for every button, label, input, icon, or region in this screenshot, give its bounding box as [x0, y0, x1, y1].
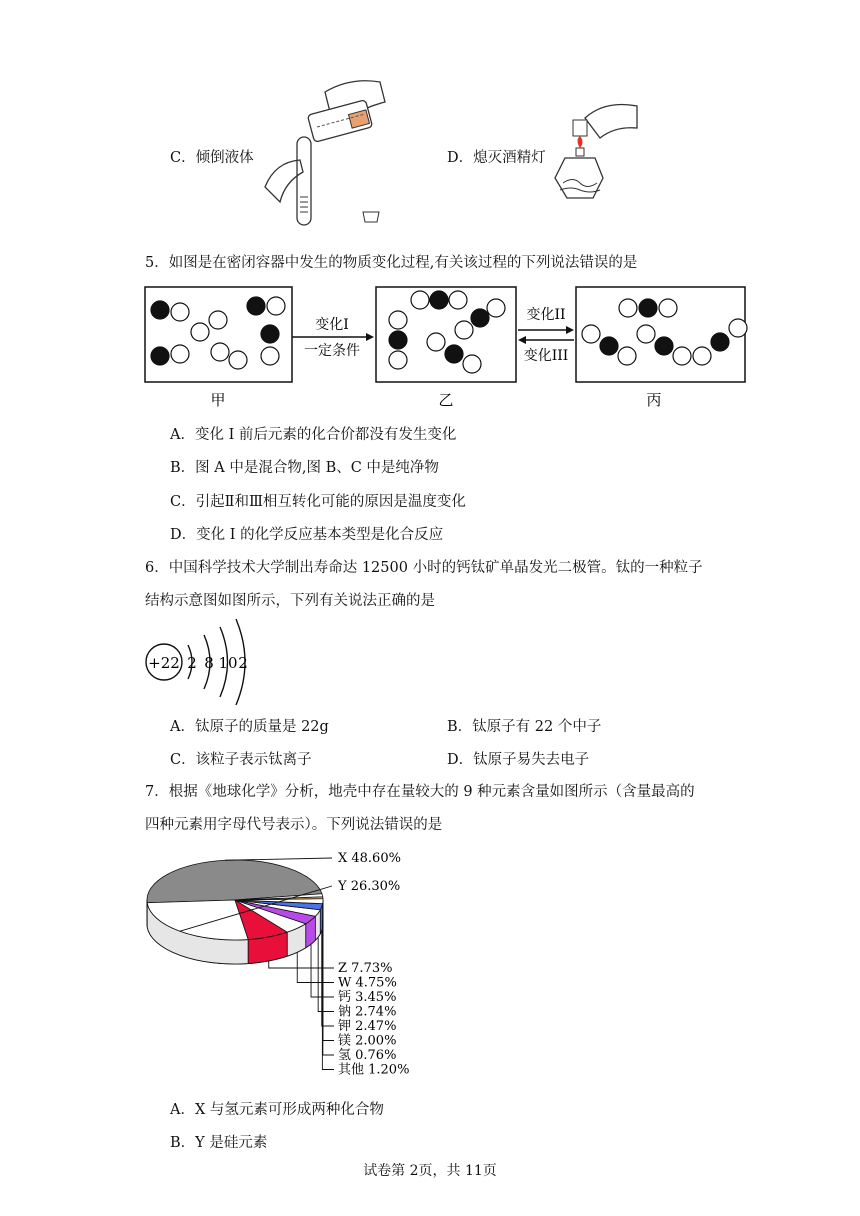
pie-label-X: X 48.60%	[338, 851, 401, 866]
q4-option-d: D．熄灭酒精灯	[447, 150, 546, 166]
pie-label-钠: 钠 2.74%	[338, 1004, 397, 1020]
arrow1-label-bottom: 一定条件	[304, 343, 360, 359]
q5-stem: 5．如图是在密闭容器中发生的物质变化过程,有关该过程的下列说法错误的是	[145, 255, 638, 271]
q6-option-b: B．钛原子有 22 个中子	[447, 719, 602, 735]
leader-line-其他	[322, 919, 334, 1069]
arrow1-label-top: 变化I	[315, 317, 349, 333]
pie-label-钙: 钙 3.45%	[338, 990, 397, 1005]
q7-option-a: A．X 与氢元素可形成两种化合物	[170, 1102, 384, 1118]
pie-label-镁: 镁 2.00%	[338, 1033, 397, 1049]
q6-option-c: C．该粒子表示钛离子	[170, 752, 312, 768]
leader-line-钠	[318, 937, 334, 1011]
shell-4-count: 2	[238, 654, 248, 672]
shell-1-count: 2	[187, 654, 197, 672]
pie-label-W: W 4.75%	[338, 975, 397, 991]
nucleus-charge: +22	[148, 654, 180, 672]
q6-stem-line2: 结构示意图如图所示，下列有关说法正确的是	[145, 593, 435, 609]
q5-option-d: D．变化 I 的化学反应基本类型是化合反应	[170, 527, 444, 543]
leader-line-氢	[323, 922, 334, 1055]
q5-option-b: B．图 A 中是混合物,图 B、C 中是纯净物	[170, 460, 439, 476]
pouring-liquid-illustration	[255, 72, 395, 232]
box-b-label: 乙	[438, 391, 454, 409]
page-footer: 试卷第 2页，共 11页	[363, 1163, 497, 1179]
shell-2-count: 8	[204, 654, 214, 672]
shell-3-count: 10	[218, 654, 238, 672]
q5-reaction-diagram	[140, 282, 750, 412]
arrow2-label-top: 变化II	[526, 307, 566, 323]
q6-option-a: A．钛原子的质量是 22g	[170, 719, 329, 735]
q5-option-a: A．变化 I 前后元素的化合价都没有发生变化	[170, 427, 457, 443]
pie-label-Z: Z 7.73%	[338, 961, 393, 976]
q7-option-b: B．Y 是硅元素	[170, 1135, 268, 1151]
leader-line-W	[297, 952, 334, 982]
pie-label-氢: 氢 0.76%	[338, 1048, 397, 1063]
crust-element-pie-chart	[140, 845, 440, 1085]
box-a-label: 甲	[210, 391, 226, 409]
pie-label-其他: 其他 1.20%	[338, 1062, 410, 1078]
arrow2-label-bottom: 变化III	[523, 348, 569, 364]
leader-line-X	[225, 858, 332, 860]
q5-option-c: C．引起Ⅱ和Ⅲ相互转化可能的原因是温度变化	[170, 494, 466, 510]
extinguish-lamp-illustration	[545, 98, 645, 213]
titanium-atom-structure-diagram	[140, 615, 260, 710]
q7-stem-line2: 四种元素用字母代号表示）。下列说法错误的是	[145, 817, 443, 833]
pie-label-钾: 钾 2.47%	[338, 1019, 397, 1034]
q7-stem-line1: 7．根据《地球化学》分析，地壳中存在量较大的 9 种元素含量如图所示（含量最高的	[145, 784, 695, 800]
q6-stem-line1: 6．中国科学技术大学制出寿命达 12500 小时的钙钛矿单晶发光二极管。钛的一种粒子	[145, 560, 703, 576]
leader-line-Z	[269, 961, 334, 968]
q6-option-d: D．钛原子易失去电子	[447, 752, 590, 768]
pie-label-Y: Y 26.30%	[338, 879, 401, 894]
box-c-label: 丙	[646, 391, 662, 409]
q4-option-c: C．倾倒液体	[170, 150, 254, 166]
